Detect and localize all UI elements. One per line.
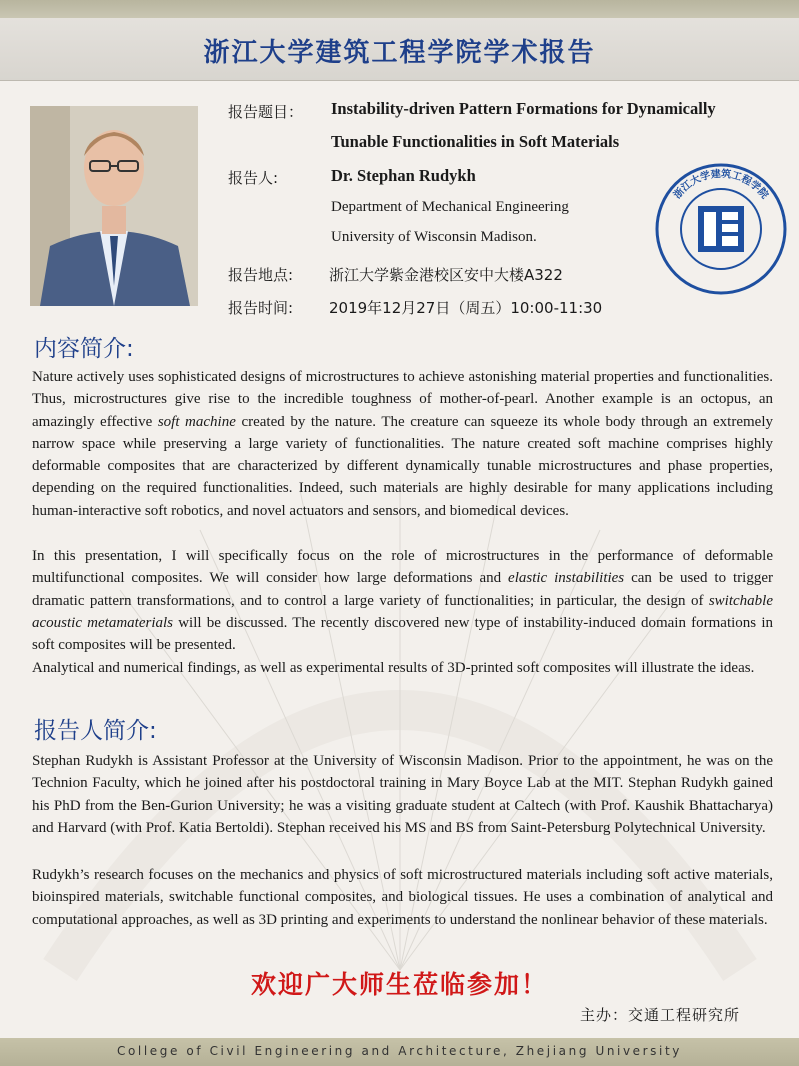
top-strip xyxy=(0,0,799,18)
page-title: 浙江大学建筑工程学院学术报告 xyxy=(203,38,596,68)
host-organizer: 主办：交通工程研究所 xyxy=(580,1006,741,1024)
abstract-paragraph-1: Nature actively uses sophisticated designs of microstructures to achieve astonishing material properties and functionalities. Thus, microstructures give rise to the incredible toughness of mother-of-pearl. Another example is an octopus, an amazingly effective soft machine created by the nature. The creature can squeeze its whole body through an extremely narrow space while preserving a large variety of functionalities. The nature created soft machine comprises highly deformable composites that are characterized by different dynamically tunable microstructures and phase properties, depending on the required functionalities. Indeed, such materials are highly desirable for many applications including human-interactive soft robotics, and novel actuators and sensors, and biomedical devices. xyxy=(32,369,773,519)
svg-text:浙江大学建筑工程学院: 浙江大学建筑工程学院 xyxy=(672,168,770,202)
footer-text: College of Civil Engineering and Architecture, Zhejiang University xyxy=(117,1044,682,1058)
speaker-label: 报告人: xyxy=(228,169,279,187)
welcome-text: 欢迎广大师生莅临参加！ xyxy=(250,970,548,999)
bio-heading: 报告人简介: xyxy=(34,718,157,744)
abstract-paragraph-3: Analytical and numerical findings, as well as experimental results of 3D-printed soft composites will illustrate the ideas. xyxy=(32,660,755,676)
abstract-paragraph-2: In this presentation, I will specifically focus on the role of microstructures in the performance of deformable multifunctional composites. We will consider how large deformations and elastic instabilities can be used to trigger dramatic pattern transformations, and to control a large variety of functionalities; in particular, the design of switchable acoustic metamaterials will be discussed. The recently discovered new type of instability-induced domain formations in soft composites will be presented. xyxy=(32,548,773,654)
speaker-name: Dr. Stephan Rudykh xyxy=(331,166,476,185)
venue: 浙江大学紫金港校区安中大楼A322 xyxy=(329,266,563,284)
bio-paragraph-2: Rudykh’s research focuses on the mechanics and physics of soft microstructured materials including soft active materials, bioinspired materials, switchable functional composites, and biological tissues. He uses a combination of analytical and computational approaches, as well as 3D printing and experiments to understand the nonlinear behavior of these materials. xyxy=(32,867,773,928)
affiliation-line1: Department of Mechanical Engineering xyxy=(331,199,569,215)
talk-title-label: 报告题目： xyxy=(228,103,304,121)
bio-paragraph-1: Stephan Rudykh is Assistant Professor at the University of Wisconsin Madison. Prior to the appointment, he was on the Technion Faculty, which he joined after his postdoctoral training in Mary Boyce Lab at the MIT. Stephan Rudykh gained his PhD from the Ben-Gurion University; he was a visiting graduate student at Caltech (with Prof. Kaushik Bhattacharya) and Harvard (with Prof. Katia Bertoldi). Stephan received his MS and BS from Saint-Petersburg Polytechnical University. xyxy=(32,753,773,836)
talk-title-line2: Tunable Functionalities in Soft Materials xyxy=(331,132,620,151)
talk-title-line1: Instability-driven Pattern Formations for Dynamically xyxy=(331,99,716,118)
time-label: 报告时间: xyxy=(228,299,294,317)
venue-label: 报告地点: xyxy=(228,266,294,284)
affiliation-line2: University of Wisconsin Madison. xyxy=(331,229,537,245)
abstract-heading: 内容简介: xyxy=(34,336,134,362)
time: 2019年12月27日（周五）10:00-11:30 xyxy=(329,299,603,317)
speaker-photo xyxy=(30,106,198,306)
college-logo xyxy=(654,162,788,296)
